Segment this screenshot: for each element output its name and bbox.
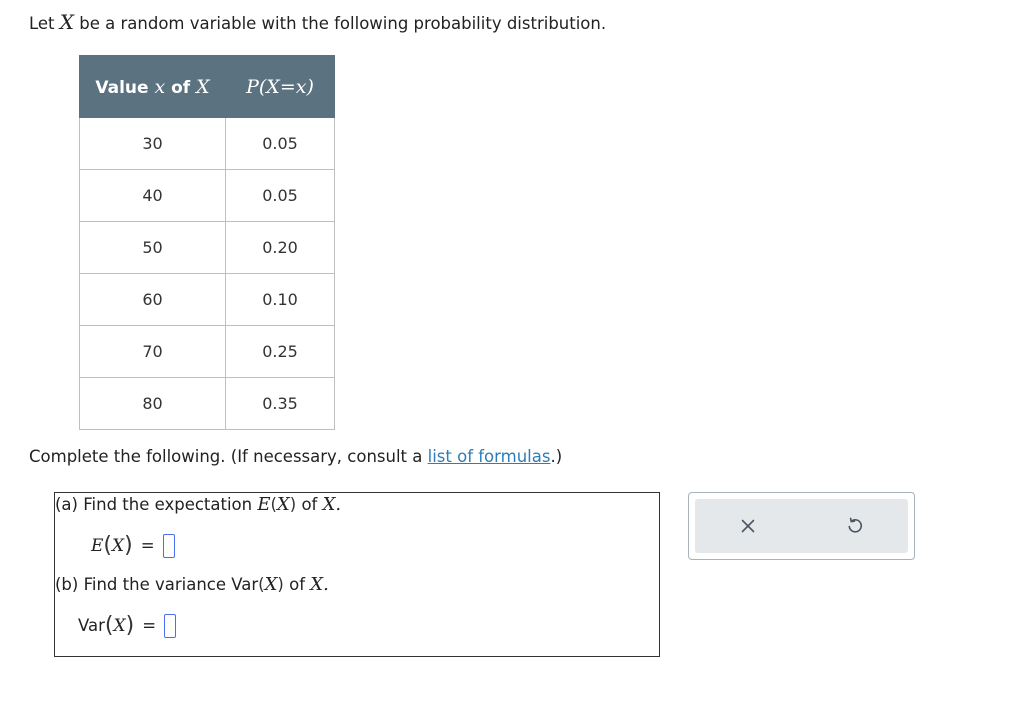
table-body [80, 118, 335, 430]
part-b-var: X [264, 574, 278, 595]
table-row [80, 378, 335, 430]
intro-text-rest: be a random variable with the following probability distribution. [74, 14, 607, 33]
header-probability [226, 56, 335, 118]
probability-cell: 0.10 [226, 274, 335, 326]
part-b-text: (b) Find the variance Var [55, 575, 259, 594]
probability-cell: 0.25 [226, 326, 335, 378]
paren-close: ) [124, 533, 133, 558]
answer-a-E: E [91, 536, 104, 556]
paren-open: ( [103, 533, 113, 558]
part-b-of: of [283, 575, 311, 594]
table-row [80, 274, 335, 326]
expectation-input[interactable] [163, 534, 175, 558]
part-a-var: X [276, 494, 290, 515]
paren-open: ( [258, 575, 265, 594]
intro-text: Let [29, 14, 60, 33]
paren-close: ) [289, 495, 297, 514]
probability-cell: 0.35 [226, 378, 335, 430]
paren-close: ) [125, 613, 135, 638]
header-value-of-x [80, 56, 226, 118]
table-row [80, 222, 335, 274]
part-a-end: X. [322, 494, 342, 515]
paren-open: ( [104, 613, 114, 638]
variable-x: X [59, 10, 75, 34]
value-cell: 80 [80, 378, 226, 430]
equals-sign: = [140, 536, 155, 555]
answer-b-var-word: Var [78, 616, 105, 635]
value-cell: 40 [80, 170, 226, 222]
header-x: x [154, 75, 166, 98]
action-panel [688, 492, 915, 560]
formulas-link[interactable]: list of formulas [427, 447, 551, 466]
value-cell: 30 [80, 118, 226, 170]
equals-sign: = [142, 616, 157, 635]
header-X: X [196, 75, 210, 98]
clear-button[interactable] [728, 506, 768, 546]
part-b-label [55, 573, 329, 597]
part-b-end: X. [310, 574, 329, 595]
probability-table [79, 55, 335, 430]
expectation-answer-row [91, 529, 175, 563]
reset-button[interactable] [835, 506, 875, 546]
instructions-text: Complete the following. (If necessary, consult a [29, 447, 428, 466]
answer-box [54, 492, 660, 657]
paren-close: ) [277, 575, 284, 594]
probability-cell: 0.20 [226, 222, 335, 274]
header-of-text: of [165, 77, 197, 98]
table-row [80, 118, 335, 170]
probability-cell: 0.05 [226, 118, 335, 170]
header-prob-text: P(X=x) [246, 75, 314, 98]
problem-statement [29, 9, 606, 37]
instructions-suffix: .) [550, 447, 563, 466]
close-icon [741, 519, 755, 533]
part-a-of: of [296, 495, 323, 514]
variance-answer-row [78, 609, 176, 643]
table-row [80, 170, 335, 222]
probability-cell: 0.05 [226, 170, 335, 222]
instructions [29, 444, 562, 470]
undo-icon [846, 517, 864, 535]
header-value-text: Value [95, 77, 155, 98]
value-cell: 70 [80, 326, 226, 378]
answer-a-var: X [112, 536, 125, 556]
action-buttons [695, 499, 908, 553]
table-row [80, 326, 335, 378]
part-a-text: (a) Find the expectation [55, 495, 258, 514]
part-a-E: E [257, 494, 271, 515]
answer-b-var: X [113, 616, 126, 636]
variance-input[interactable] [164, 614, 176, 638]
paren-open: ( [270, 495, 277, 514]
value-cell: 50 [80, 222, 226, 274]
table-header-row [80, 56, 335, 118]
part-a-label [55, 493, 341, 517]
value-cell: 60 [80, 274, 226, 326]
